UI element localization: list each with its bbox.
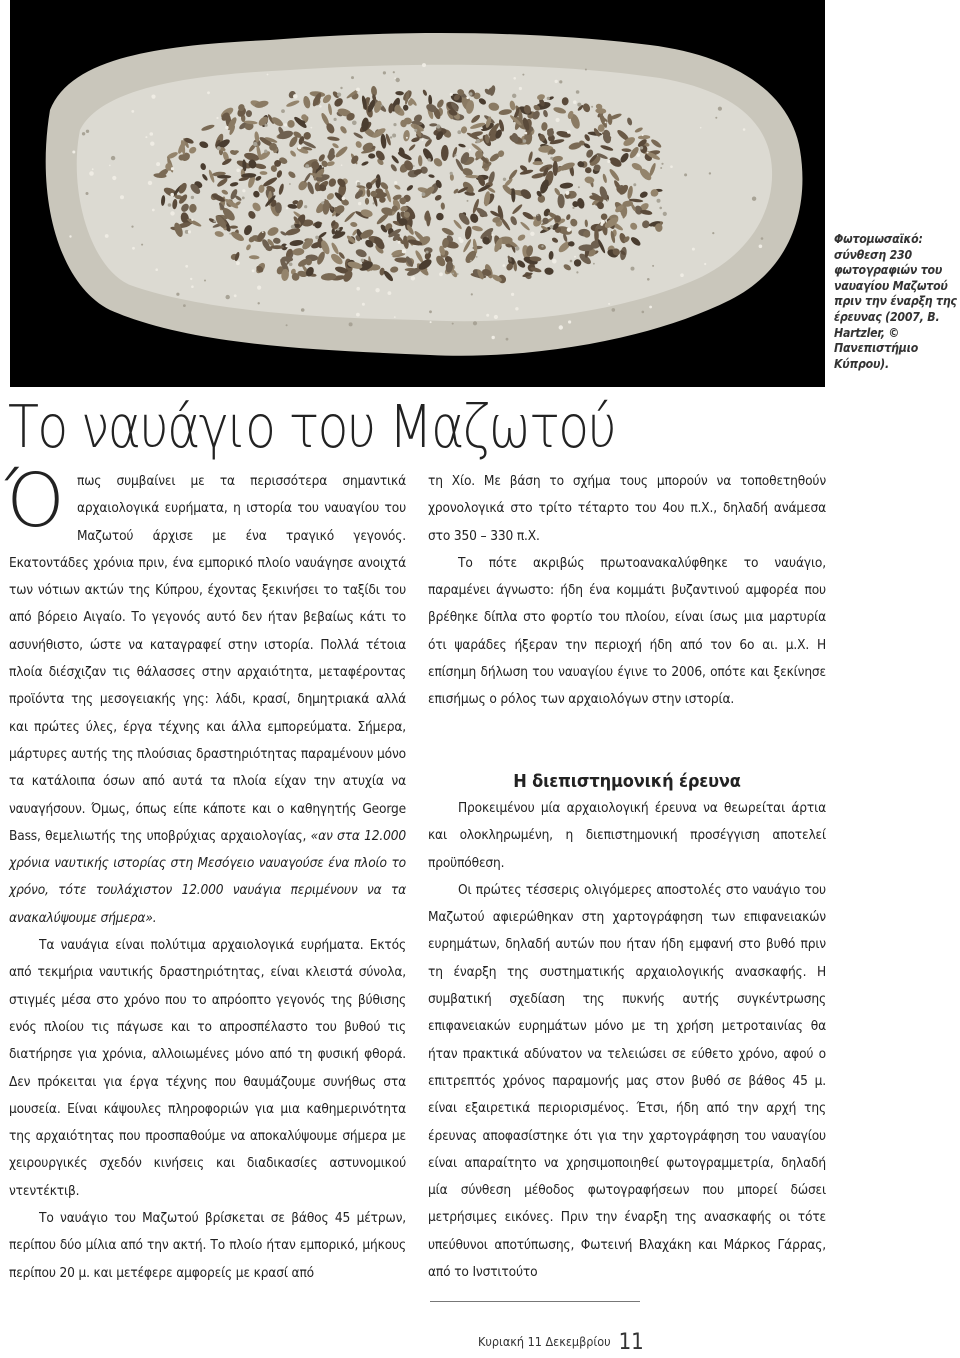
article-title: Το ναυάγιο του Μαζωτού — [8, 392, 616, 461]
section-heading: Η διεπιστημονική έρευνα — [513, 770, 741, 792]
paragraph: Το ναυάγιο του Μαζωτού βρίσκεται σε βάθος 45 μέτρων, περίπου δύο μίλια από την ακτή. Το πλοίο ήταν εμπορικό, μήκους περίπου 20 μ. και μετέφερε αμφορείς με κρασί από — [9, 1210, 406, 1281]
footer-date: Κυριακή 11 Δεκεμβρίου — [478, 1334, 611, 1349]
quote: «αν στα 12.000 χρόνια ναυτικής ιστορίας στη Μεσόγειο ναυαγούσε ένα πλοίο το χρόνο, τότε τουλάχιστον 12.000 ναυάγια περιμένουν να τα ανακαλύψουμε σήμερα». — [9, 827, 407, 926]
paragraph: Προκειμένου μία αρχαιολογική έρευνα να θεωρείται άρτια και ολοκληρωμένη, η διεπιστημονική προσέγγιση αποτελεί προϋπόθεση. — [428, 799, 826, 871]
shipwreck-photomosaic — [10, 0, 825, 387]
drop-cap: Ό — [5, 458, 65, 544]
paragraph: πως συμβαίνει με τα περισσότερα σημαντικά αρχαιολογικά ευρήματα, η ιστορία του ναυαγίου του Μαζωτού άρχισε με ένα τραγικό γεγονός. Εκατοντάδες χρόνια πριν, ένα εμπορικό πλοίο ναυάγησε ανοιχτά των νότιων ακτών της Κύπρου, έχοντας ξεκινήσει το ταξίδι του από βόρειο Αιγαίο. Το γεγονός αυτό δεν ήταν βεβαίως κάτι το ασυνήθιστο, ώστε να καταγραφεί στην ιστορία. Πολλά τέτοια πλοία διέσχιζαν τις θάλασσες στην αρχαιότητα, μεταφέροντας προϊόντα της μεσογειακής γης: λάδι, κρασί, δημητριακά αλλά και πρώτες ύλες, έργα τέχνης και άλλα εμπορεύματα. Σήμερα, μάρτυρες αυτής της πλούσιας δραστηριότητας παραμένουν μόνο τα κατάλοιπα όσων από αυτά τα πλοία είχαν την ατυχία να ναυαγήσουν. Όμως, όπως είπε κάποτε και ο καθηγητής George Bass, θεμελιωτής της υποβρύχιας αρχαιολογίας, — [9, 473, 406, 844]
right-column — [428, 468, 826, 1286]
page-footer — [478, 1330, 644, 1355]
photomosaic-image — [10, 0, 825, 387]
paragraph: Το πότε ακριβώς πρωτοανακαλύφθηκε το ναυάγιο, παραμένει άγνωστο: ήδη ένα κομμάτι βυζαντινού αμφορέα που βρέθηκε δίπλα στο φορτίο του πλοίου, είναι ίσως μια μαρτυρία ότι ψαράδες ήξεραν την περιοχή ήδη από τον 6ο αι. μ.Χ. Η επίσημη δήλωση του ναυαγίου έγινε το 2006, οπότε και ξεκίνησε επισήμως ο ρόλος των αρχαιολόγων στην ιστορία. — [428, 554, 826, 708]
paragraph: τη Χίο. Με βάση το σχήμα τους μπορούν να τοποθετηθούν χρονολογικά στο τρίτο τέταρτο του 4ου π.Χ., δηλαδή ανάμεσα στο 350 – 330 π.Χ. — [428, 473, 826, 544]
footer-rule — [430, 1301, 640, 1302]
paragraph: Οι πρώτες τέσσερις ολιγόμερες αποστολές στο ναυάγιο του Μαζωτού αφιερώθηκαν στη χαρτογράφηση των επιφανειακών ευρημάτων, δηλαδή αυτών που ήταν ήδη εμφανή στο βυθό πριν τη έναρξη της συστηματικής αρχαιολογικής ανασκαφής. Η συμβατική σχεδίαση της πυκνής αυτής συγκέντρωσης επιφανειακών ευρημάτων μόνο με τη χρήση μετροταινίας θα ήταν πρακτικά αδύνατον να τελειώσει σε εύθετο χρόνο, αφού ο επιτρεπτός χρόνος παραμονής μας στον βυθό σε βάθος 45 μ. είναι εξαιρετικά περιορισμένος. Έτσι, ήδη από την αρχή της έρευνας αποφασίστηκε ότι για την χαρτογράφηση του ναυαγίου είναι απαραίτητο να χρησιμοποιηθεί φωτογραμμετρία, δηλαδή μία σύνθεση μέθοδος φωτογραφήσεων που μπορεί δώσει μετρήσιμες εικόνες. Πριν την έναρξη της ανασκαφής οι τότε υπεύθυνοι αποτύπωσης, Φωτεινή Βλαχάκη και Μάρκος Γάρρας, από το Ινστιτούτο — [428, 881, 826, 1281]
page-number: 11 — [618, 1330, 644, 1355]
photo-caption: Φωτομωσαϊκό: σύνθεση 230 φωτογραφιών του ναυαγίου Μαζωτού πριν την έναρξη της έρευνας (2007, Β. Hartzler, © Πανεπιστήμιο Κύπρου). — [834, 232, 957, 371]
left-column — [5, 458, 407, 1287]
paragraph: Τα ναυάγια είναι πολύτιμα αρχαιολογικά ευρήματα. Εκτός από τεκμήρια ναυτικής δραστηριότητας, είναι κλειστά σύνολα, στιγμές μέσα στο χρόνο που το απρόοπτο γεγονός της βύθισης ενός πλοίου τις πάγωσε και το απροσπέλαστο του βυθού τις διατήρησε για χρόνια, αλλοιωμένες μόνο από τη φυσική φθορά. Δεν πρόκειται για έργα τέχνης που θαυμάζουμε συνήθως στα μουσεία. Είναι κάψουλες πληροφοριών για μια καθημερινότητα της αρχαιότητας που προσπαθούμε να αποκαλύψουμε σήμερα με χειρουργικές σχεδόν κινήσεις και διαδικασίες αστυνομικού ντεντέκτιβ. — [9, 937, 406, 1199]
